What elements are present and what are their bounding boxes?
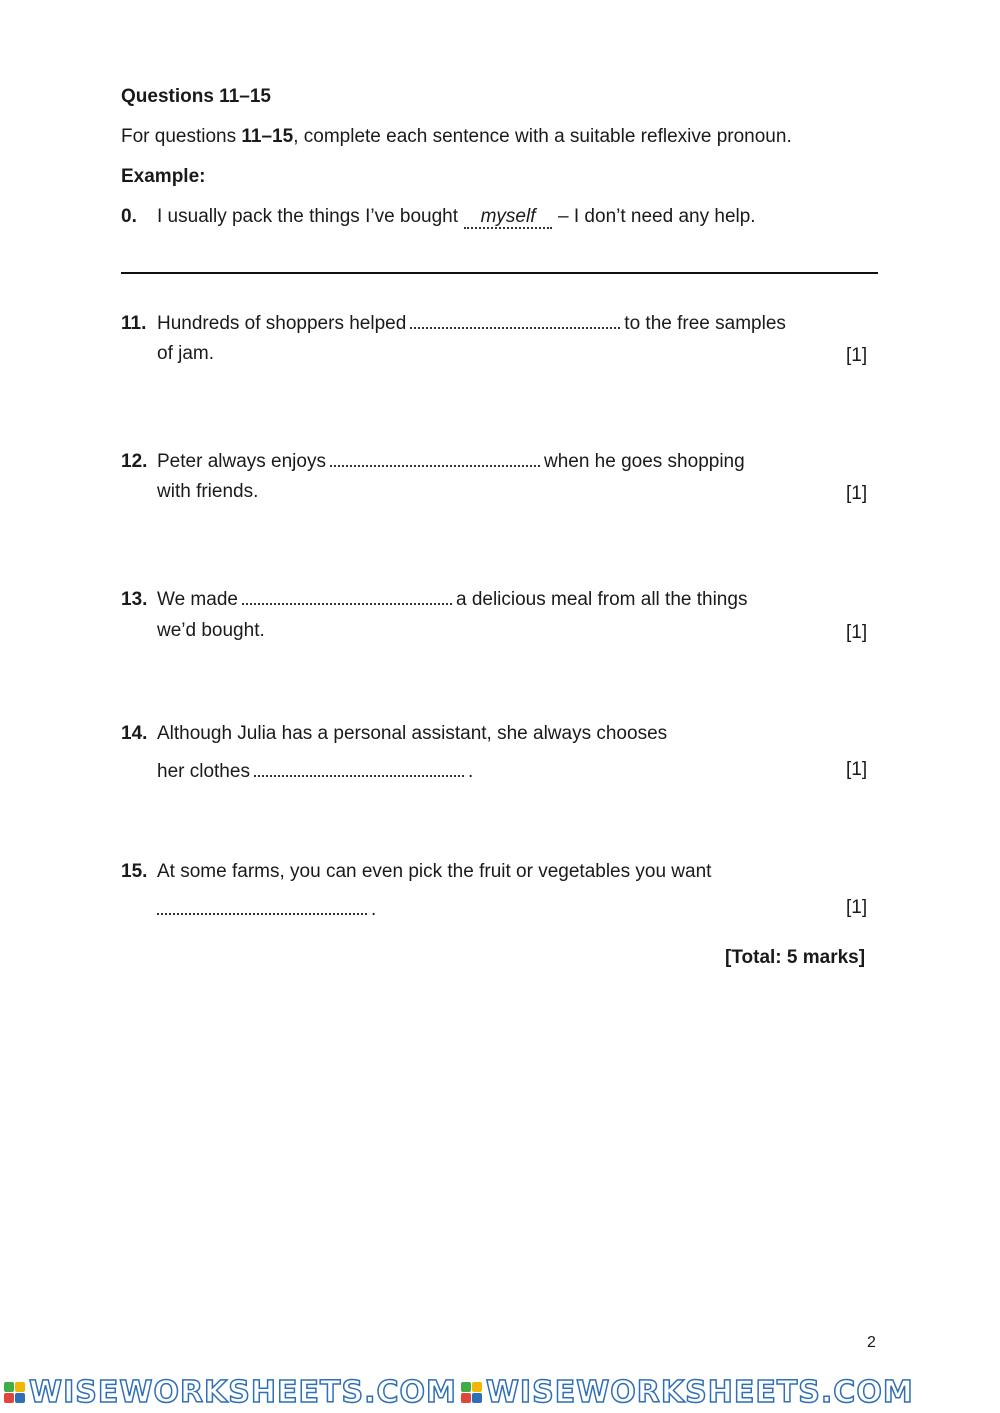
question-line [121,309,786,335]
total-marks: [Total: 5 marks] [725,947,866,968]
answer-blank[interactable] [410,309,620,329]
mark-label: [1] [846,483,868,504]
answer-blank[interactable] [254,757,464,777]
question-line [153,895,376,921]
question-text: . [371,899,377,920]
example-text-after: – I don’t need any help. [558,206,756,227]
question-text: Hundreds of shoppers helped [157,313,407,334]
question-line [121,585,747,611]
question-text: her clothes [157,761,250,782]
mark-label: [1] [846,622,868,643]
example-line [121,206,756,229]
mark-label: [1] [846,897,868,918]
instruction [121,126,792,148]
divider [121,272,878,274]
instruction-pre: For questions [121,126,242,147]
instruction-bold: 11–15 [241,126,294,147]
question-line [121,861,711,883]
question-text: of jam. [157,343,215,364]
question-line [121,447,745,473]
question-text: a delicious meal from all the things [455,589,748,610]
question-number: 15. [121,861,148,882]
footer-logo[interactable] [4,1374,457,1412]
question-number: 14. [121,723,148,744]
question-line [157,757,473,783]
example-answer: myself [464,207,552,229]
logo-badge-icon [4,1382,25,1403]
mark-label: [1] [846,759,868,780]
question-text: At some farms, you can even pick the fruit or vegetables you want [157,861,712,882]
example-text-before: I usually pack the things I’ve bought [157,206,459,227]
logo-badge-icon [461,1382,482,1403]
question-text: when he goes shopping [543,451,745,472]
question-text: we’d bought. [157,620,265,641]
question-text: with friends. [157,481,259,502]
page-title: Questions 11–15 [121,86,271,107]
question-text: Peter always enjoys [157,451,326,472]
answer-blank[interactable] [242,585,452,605]
logo-text: WISEWORKSHEETS.COM [485,1374,914,1410]
page-number: 2 [867,1334,876,1351]
question-text: We made [157,589,238,610]
question-number: 13. [121,589,148,610]
question-number: 12. [121,451,148,472]
question-line [121,723,667,745]
mark-label: [1] [846,345,868,366]
logo-text: WISEWORKSHEETS.COM [29,1374,457,1410]
question-text: Although Julia has a personal assistant, she always chooses [157,723,668,744]
answer-blank[interactable] [157,895,367,915]
answer-blank[interactable] [330,447,540,467]
footer-logo[interactable] [461,1374,914,1412]
question-number: 11. [121,313,147,334]
example-label: Example: [121,166,206,187]
question-text: . [467,761,474,782]
instruction-post: , complete each sentence with a suitable reflexive pronoun. [293,126,792,147]
question-text: to the free samples [624,313,786,334]
example-number: 0. [121,206,137,227]
footer-banner [0,1372,1000,1413]
